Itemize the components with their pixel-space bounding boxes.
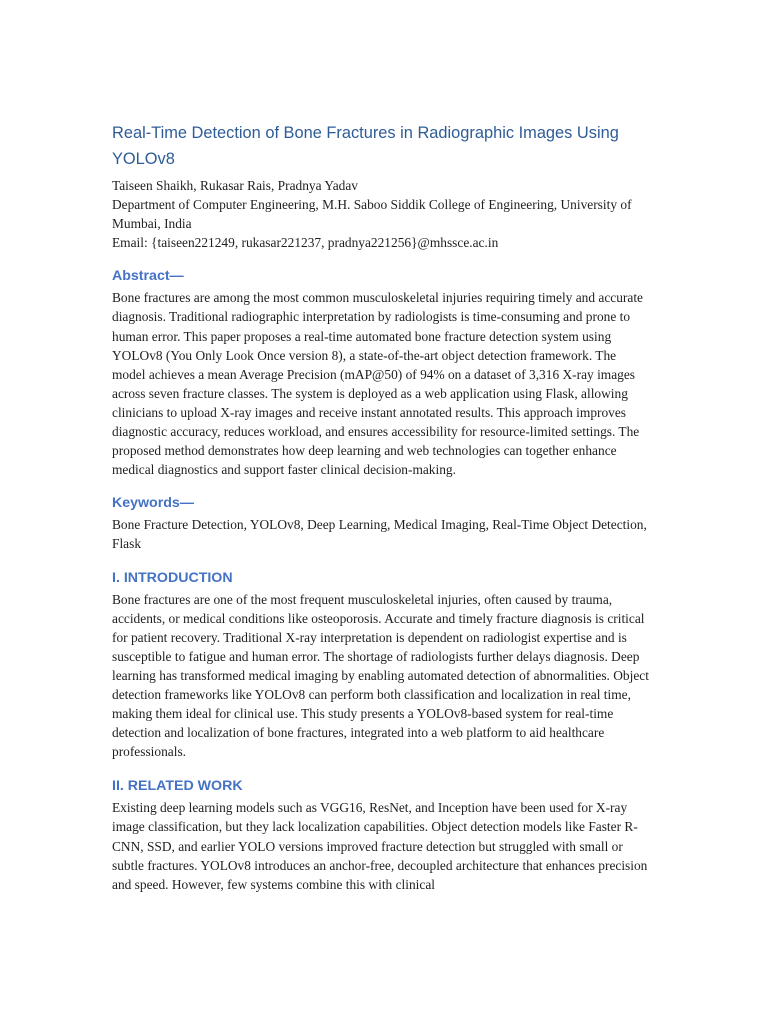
paper-title: Real-Time Detection of Bone Fractures in Radiographic Images Using YOLOv8	[112, 124, 619, 168]
email-line: Email: {taiseen221249, rukasar221237, pradnya221256}@mhssce.ac.in	[112, 235, 499, 251]
abstract-text: Bone fractures are among the most common musculoskeletal injuries requiring timely and accurate diagnosis. Traditional radiographic interpretation by radiologists is time-consuming and prone to human error. This paper proposes a real-time automated bone fracture detection system using YOLOv8 (You Only Look Once version 8), a state-of-the-art object detection framework. The model achieves a mean Average Precision (mAP@50) of 94% on a dataset of 3,316 X-ray images across seven fracture classes. The system is deployed as a web application using Flask, allowing clinicians to upload X-ray images and receive instant annotated results. This approach improves diagnostic accuracy, reduces workload, and ensures accessibility for resource-limited settings. The proposed method demonstrates how deep learning and web technologies can together enhance medical diagnostics and support faster clinical decision-making.	[112, 290, 643, 478]
affiliation: Department of Computer Engineering, M.H. Saboo Siddik College of Engineering, University of Mumbai, India	[112, 197, 632, 232]
introduction-text: Bone fractures are one of the most frequent musculoskeletal injuries, often caused by trauma, accidents, or medical conditions like osteoporosis. Accurate and timely fracture diagnosis is critical for patient recovery. Traditional X-ray interpretation is dependent on radiologist expertise and is susceptible to fatigue and human error. The shortage of radiologists further delays diagnosis. Deep learning has transformed medical imaging by enabling automated detection of abnormalities. Object detection frameworks like YOLOv8 can perform both classification and localization in real time, making them ideal for clinical use. This study presents a YOLOv8-based system for real-time detection and localization of bone fractures, integrated into a web platform to aid healthcare professionals.	[112, 591, 649, 760]
paper-meta	[112, 176, 652, 252]
introduction-heading: I. INTRODUCTION	[112, 569, 233, 586]
author-list: Taiseen Shaikh, Rukasar Rais, Pradnya Yadav	[112, 178, 359, 193]
keywords-heading: Keywords—	[112, 495, 194, 512]
keywords-text: Bone Fracture Detection, YOLOv8, Deep Learning, Medical Imaging, Real-Time Object Detection, Flask	[112, 517, 647, 552]
related-work-text: Existing deep learning models such as VGG16, ResNet, and Inception have been used for X-ray image classification, but they lack localization capabilities. Object detection models like Faster R-CNN, SSD, and earlier YOLO versions improved fracture detection but struggled with small or subtle fractures. YOLOv8 introduces an anchor-free, decoupled architecture that enhances precision and speed. However, few systems combine this with clinical	[112, 800, 648, 892]
related-work-heading: II. RELATED WORK	[112, 778, 243, 795]
paper-page	[112, 120, 652, 894]
abstract-heading: Abstract—	[112, 268, 184, 285]
